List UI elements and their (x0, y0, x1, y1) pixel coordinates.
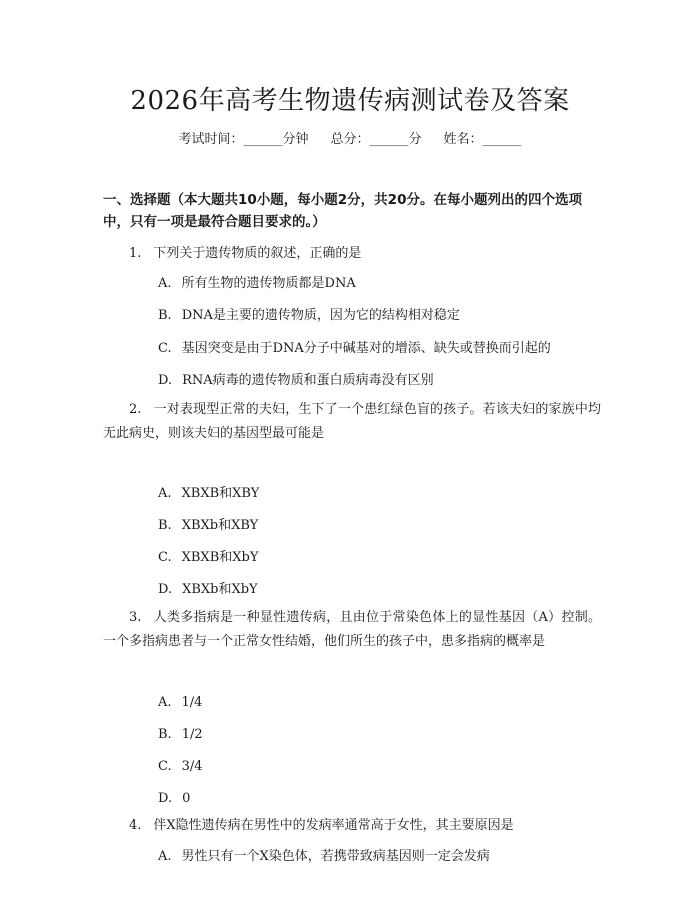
question-2-option-d (158, 580, 258, 600)
option-text: 3/4 (181, 759, 203, 774)
question-number: 1. (129, 246, 142, 261)
option-letter: D. (158, 582, 173, 597)
option-letter: C. (158, 550, 172, 565)
option-letter: B. (158, 308, 172, 323)
option-letter: B. (158, 518, 172, 533)
option-text: 1/4 (181, 695, 203, 710)
total-score-field: 总分：______分 (330, 132, 422, 147)
option-text: XBXb和XbY (182, 582, 258, 597)
option-text: 男性只有一个X染色体，若携带致病基因则一定会发病 (181, 849, 490, 864)
question-1-option-c (158, 339, 551, 359)
option-text: XBXb和XBY (181, 518, 259, 533)
option-letter: A. (158, 486, 172, 501)
question-4 (103, 814, 601, 838)
question-3-option-b (158, 725, 203, 745)
question-3-option-d (158, 789, 190, 809)
option-text: DNA是主要的遗传物质，因为它的结构相对稳定 (181, 308, 460, 323)
question-1-option-a (158, 274, 356, 294)
option-letter: A. (158, 695, 172, 710)
question-4-option-a (158, 847, 490, 867)
question-2-option-a (158, 484, 259, 504)
option-letter: C. (158, 759, 172, 774)
option-letter: A. (158, 849, 172, 864)
question-2-option-c (158, 548, 258, 568)
option-letter: C. (158, 341, 172, 356)
question-1 (103, 242, 601, 266)
option-text: 所有生物的遗传物质都是DNA (181, 276, 356, 291)
question-1-option-b (158, 306, 460, 326)
option-text: 基因突变是由于DNA分子中碱基对的增添、缺失或替换而引起的 (181, 341, 551, 356)
option-letter: D. (158, 373, 173, 388)
option-text: 1/2 (181, 727, 203, 742)
page-title: 2026年高考生物遗传病测试卷及答案 (130, 86, 570, 116)
exam-info-row (0, 130, 700, 150)
question-text: 人类多指病是一种显性遗传病，且由位于常染色体上的显性基因（A）控制。一个多指病患者与一个正常女性结婚，他们所生的孩子中，患多指病的概率是 (103, 610, 601, 649)
question-text: 下列关于遗传物质的叙述，正确的是 (153, 246, 362, 261)
question-3-option-a (158, 693, 202, 713)
question-1-option-d (158, 371, 434, 391)
question-2-option-b (158, 516, 258, 536)
exam-time-field: 考试时间：______分钟 (178, 132, 309, 147)
question-3 (103, 606, 601, 654)
option-text: 0 (182, 791, 191, 806)
question-number: 4. (129, 818, 142, 833)
option-text: XBXB和XBY (181, 486, 260, 501)
question-2 (103, 398, 601, 446)
question-text: 伴X隐性遗传病在男性中的发病率通常高于女性，其主要原因是 (153, 818, 514, 833)
question-number: 2. (129, 402, 142, 417)
question-number: 3. (129, 610, 142, 625)
option-letter: D. (158, 791, 173, 806)
option-text: XBXB和XbY (181, 550, 259, 565)
option-text: RNA病毒的遗传物质和蛋白质病毒没有区别 (182, 373, 434, 388)
question-text: 一对表现型正常的夫妇，生下了一个患红绿色盲的孩子。若该夫妇的家族中均无此病史，则该夫妇的基因型最可能是 (103, 402, 601, 441)
student-name-field: 姓名：______ (443, 132, 522, 147)
question-3-option-c (158, 757, 203, 777)
option-letter: B. (158, 727, 172, 742)
section-heading-choice: 一、选择题（本大题共10小题，每小题2分，共20分。在每小题列出的四个选项中，只有一项是最符合题目要求的。） (103, 192, 582, 230)
option-letter: A. (158, 276, 172, 291)
